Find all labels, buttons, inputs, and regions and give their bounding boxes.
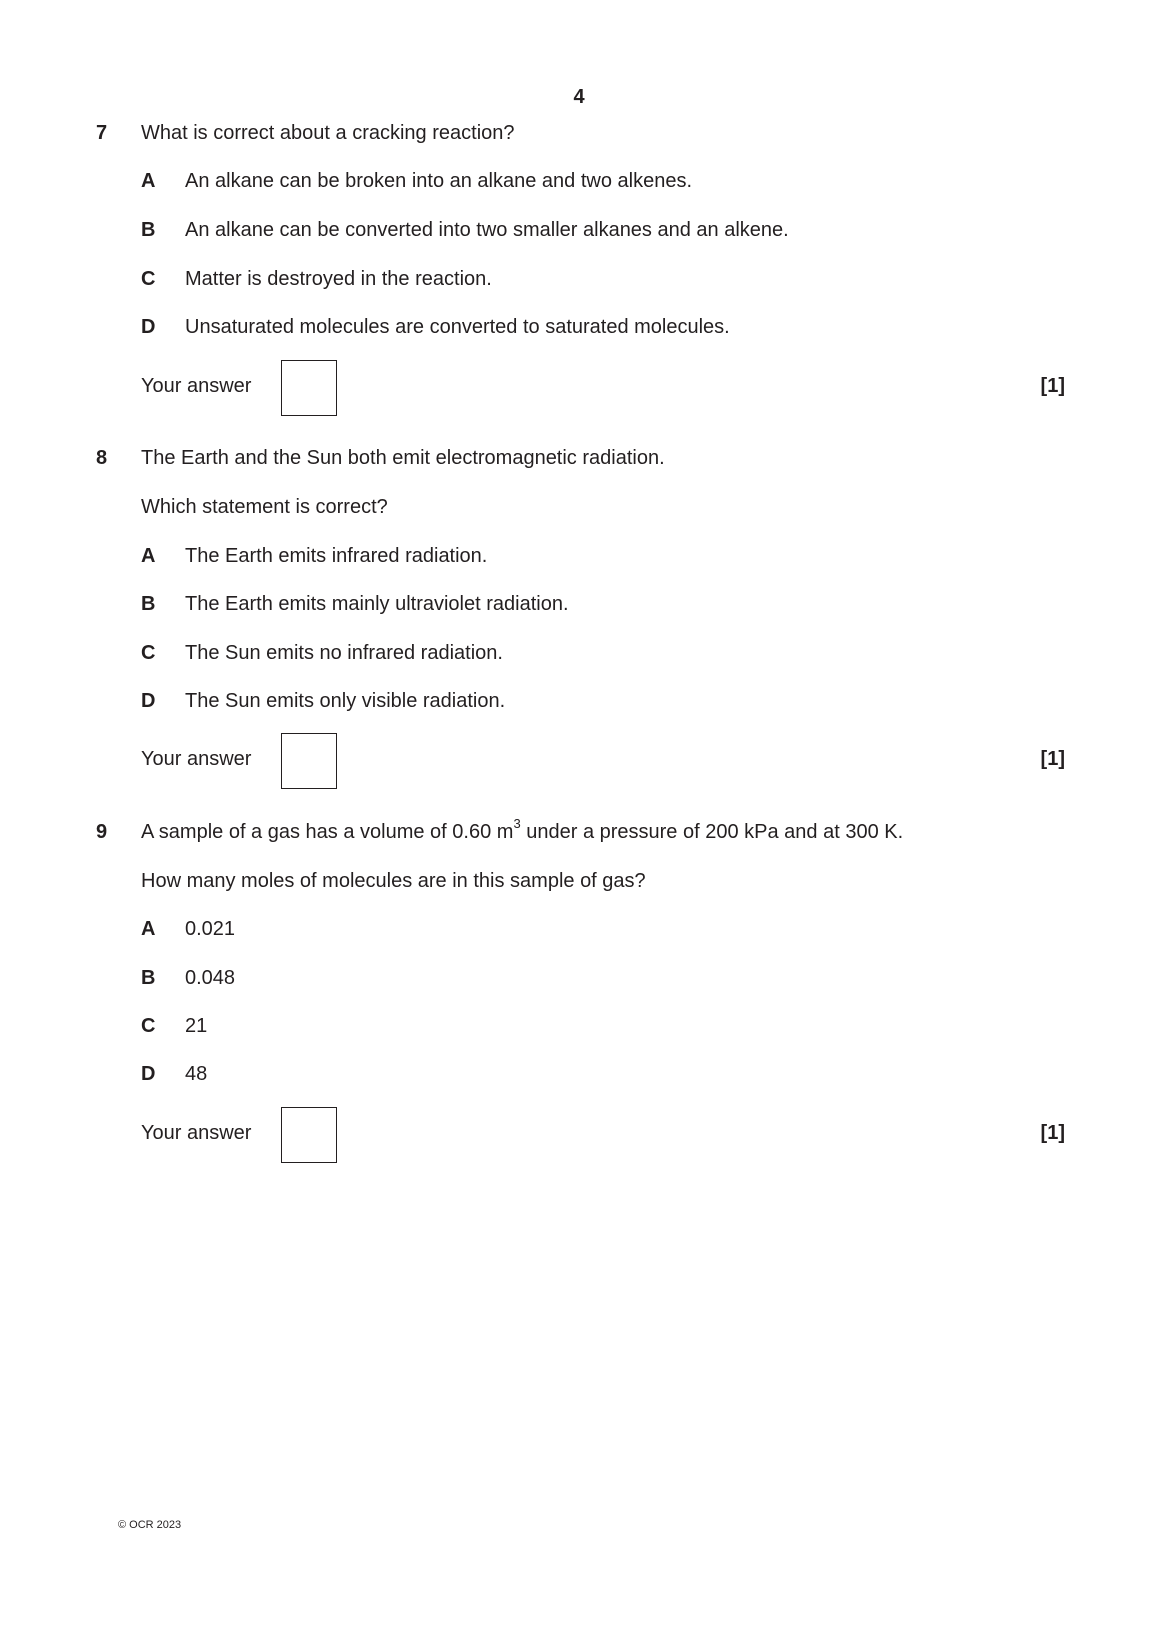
option-letter: A xyxy=(141,170,156,192)
option-text: 0.021 xyxy=(185,918,236,940)
your-answer-label: Your answer xyxy=(141,375,252,397)
option-text: Matter is destroyed in the reaction. xyxy=(185,268,492,290)
option-c xyxy=(141,268,492,291)
question-number: 9 xyxy=(96,821,108,843)
option-text: An alkane can be converted into two smaller alkanes and an alkene. xyxy=(185,219,789,241)
answer-row xyxy=(141,360,1065,416)
option-letter: D xyxy=(141,316,156,338)
option-a xyxy=(141,918,235,941)
question-number: 7 xyxy=(96,122,108,144)
option-b xyxy=(141,219,789,242)
option-letter: C xyxy=(141,268,156,290)
question-stem xyxy=(141,816,904,844)
option-letter: B xyxy=(141,967,156,989)
option-letter: C xyxy=(141,1015,156,1037)
option-text: 48 xyxy=(185,1063,208,1085)
option-text: The Earth emits infrared radiation. xyxy=(185,545,488,567)
option-d xyxy=(141,316,730,339)
option-a xyxy=(141,170,692,193)
marks: [1] xyxy=(1040,1122,1065,1144)
option-letter: A xyxy=(141,545,156,567)
option-letter: B xyxy=(141,219,156,241)
option-text: An alkane can be broken into an alkane and two alkenes. xyxy=(185,170,693,192)
answer-box[interactable] xyxy=(281,1107,337,1163)
option-c xyxy=(141,1015,207,1038)
option-d xyxy=(141,690,505,713)
option-text: The Sun emits only visible radiation. xyxy=(185,690,506,712)
your-answer-label: Your answer xyxy=(141,748,252,770)
option-a xyxy=(141,545,487,568)
answer-row xyxy=(141,1107,1065,1163)
option-c xyxy=(141,642,503,665)
question-number: 8 xyxy=(96,447,108,469)
option-b xyxy=(141,967,235,990)
page-number: 4 xyxy=(573,86,585,108)
option-letter: D xyxy=(141,1063,156,1085)
marks: [1] xyxy=(1040,748,1065,770)
stem-text: A sample of a gas has a volume of 0.60 m xyxy=(141,821,514,843)
marks: [1] xyxy=(1040,375,1065,397)
answer-row xyxy=(141,733,1065,789)
answer-box[interactable] xyxy=(281,360,337,416)
option-text: 21 xyxy=(185,1015,208,1037)
option-letter: C xyxy=(141,642,156,664)
question-stem: The Earth and the Sun both emit electromagnetic radiation. xyxy=(141,447,665,469)
option-text: Unsaturated molecules are converted to saturated molecules. xyxy=(185,316,730,338)
answer-box[interactable] xyxy=(281,733,337,789)
question-prompt: How many moles of molecules are in this sample of gas? xyxy=(141,870,646,892)
option-text: The Sun emits no infrared radiation. xyxy=(185,642,503,664)
option-d xyxy=(141,1063,207,1086)
your-answer-label: Your answer xyxy=(141,1122,252,1144)
superscript: 3 xyxy=(513,816,521,832)
stem-text: under a pressure of 200 kPa and at 300 K. xyxy=(520,821,904,843)
option-letter: B xyxy=(141,593,156,615)
option-text: 0.048 xyxy=(185,967,236,989)
option-text: The Earth emits mainly ultraviolet radiation. xyxy=(185,593,569,615)
copyright-footer: © OCR 2023 xyxy=(118,1519,182,1531)
option-letter: A xyxy=(141,918,156,940)
option-b xyxy=(141,593,569,616)
option-letter: D xyxy=(141,690,156,712)
question-stem: What is correct about a cracking reaction? xyxy=(141,122,515,144)
question-prompt: Which statement is correct? xyxy=(141,496,388,518)
